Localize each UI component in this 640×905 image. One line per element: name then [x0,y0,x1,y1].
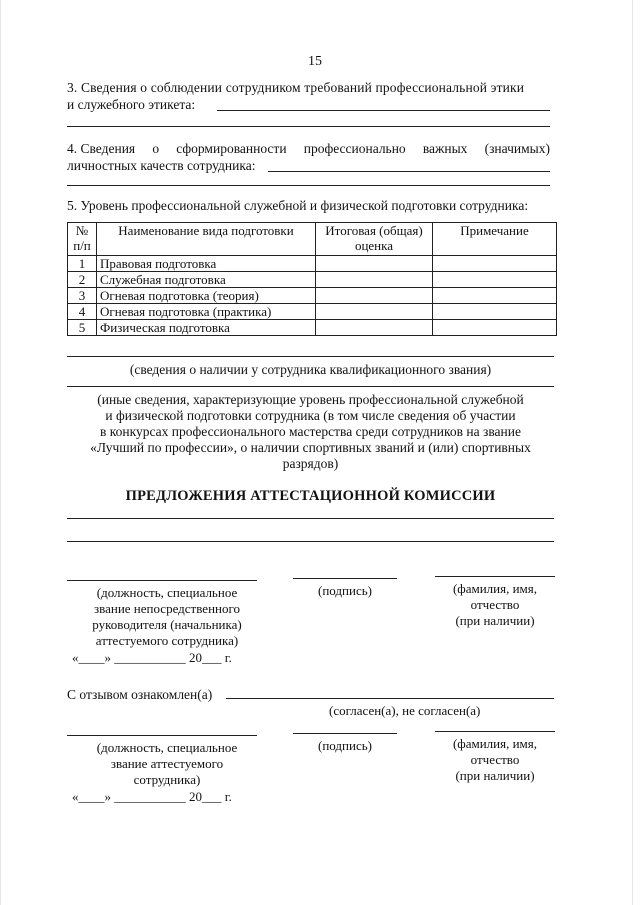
qualification-caption: (сведения о наличии у сотрудника квалификационного звания) [129,362,492,377]
name-caption-1-line: отчество [470,597,520,612]
commission-line-2[interactable] [67,541,554,542]
name-caption-2-line: отчество [470,752,520,767]
page-number: 15 [308,54,322,69]
row-note-cell[interactable] [433,288,557,304]
name-caption-2-line: (фамилия, имя, [452,736,538,751]
row-score-cell[interactable] [316,256,433,272]
header-num: № п/п [68,223,97,256]
row-num: 5 [68,320,97,336]
section4-word-3: сформированности [176,141,287,156]
name-caption-2-line: (при наличии) [455,768,535,783]
other-info-line-4: «Лучший по профессии», о наличии спортивных званий и (или) спортивных [90,440,531,455]
row-score-cell[interactable] [316,304,433,320]
row-name: Служебная подготовка [97,272,316,288]
date-line-1[interactable]: «____» ___________ 20___ г. [72,650,232,665]
header-name: Наименование вида подготовки [97,223,316,256]
section4-word-2: о [152,141,160,156]
position-caption-2-line: (должность, специальное [96,740,238,755]
position-caption-2 [67,740,267,788]
row-score-cell[interactable] [316,288,433,304]
signature-line-2[interactable] [293,733,397,734]
section4-word-5: важных [422,141,468,156]
signature-caption-2: (подпись) [318,738,372,753]
review-label: С отзывом ознакомлен(а) [67,687,213,702]
review-caption: (согласен(а), не согласен(а) [329,703,481,718]
position-caption-1-line: руководителя (начальника) [92,617,242,632]
row-note-cell[interactable] [433,272,557,288]
other-info-caption [67,392,554,472]
table-header-row [68,223,557,256]
row-score-cell[interactable] [316,272,433,288]
position-caption-1-line: аттестуемого сотрудника) [95,633,239,648]
name-caption-2 [435,736,555,784]
row-score-cell[interactable] [316,320,433,336]
header-score: Итоговая (общая) оценка [316,223,433,256]
review-line[interactable] [226,698,554,699]
table-row [68,320,557,336]
other-info-line-2: и физической подготовки сотрудника (в том числе сведения об участии [105,408,516,423]
position-line-1[interactable] [67,580,257,581]
section5-title: 5. Уровень профессиональной служебной и физической подготовки сотрудника: [67,198,529,213]
position-caption-1-line: (должность, специальное [96,585,238,600]
table-row [68,288,557,304]
other-info-line[interactable] [67,386,554,387]
qualification-line[interactable] [67,356,554,357]
scan-edge-left [0,0,1,905]
row-note-cell[interactable] [433,320,557,336]
row-num: 3 [68,288,97,304]
commission-heading: ПРЕДЛОЖЕНИЯ АТТЕСТАЦИОННОЙ КОМИССИИ [125,488,496,504]
row-name: Физическая подготовка [97,320,316,336]
position-caption-1-line: звание непосредственного [93,601,240,616]
commission-line-1[interactable] [67,518,554,519]
training-table [67,222,557,336]
signature-line-1[interactable] [293,578,397,579]
scan-edge-right [632,0,633,905]
header-note: Примечание [433,223,557,256]
row-num: 1 [68,256,97,272]
row-num: 2 [68,272,97,288]
position-caption-2-line: сотрудника) [133,772,201,787]
row-name: Правовая подготовка [97,256,316,272]
section4-line1 [67,141,550,157]
table-row [68,256,557,272]
section3-line1 [67,80,550,96]
row-note-cell[interactable] [433,256,557,272]
date-line-2[interactable]: «____» ___________ 20___ г. [72,789,232,804]
name-caption-1-line: (при наличии) [455,613,535,628]
section3-line1-text: 3. Сведения о соблюдении сотрудником требований профессиональной этики [67,80,525,95]
other-info-line-5: разрядов) [282,456,339,471]
name-caption-1-line: (фамилия, имя, [452,581,538,596]
table-row [68,304,557,320]
position-caption-1 [67,585,267,649]
row-name: Огневая подготовка (теория) [97,288,316,304]
section4-answer-line[interactable] [268,171,550,172]
row-name: Огневая подготовка (практика) [97,304,316,320]
section4-line2: личностных качеств сотрудника: [67,158,256,173]
table-row [68,272,557,288]
name-line-2[interactable] [435,731,555,732]
section4-word-1: 4. Сведения [67,141,136,156]
section4-word-4: профессионально [303,141,406,156]
row-num: 4 [68,304,97,320]
section4-answer-line-2[interactable] [67,185,550,186]
section3-answer-line-2[interactable] [67,126,550,127]
section4-word-6: (значимых) [484,141,550,156]
name-line-1[interactable] [435,576,555,577]
row-note-cell[interactable] [433,304,557,320]
section3-answer-line[interactable] [217,110,550,111]
other-info-line-1: (иные сведения, характеризующие уровень профессиональной служебной [97,392,524,407]
section3-line2: и служебного этикета: [67,97,196,112]
position-line-2[interactable] [67,735,257,736]
other-info-line-3: в конкурсах профессионального мастерства среди сотрудников на звание [100,424,521,439]
name-caption-1 [435,581,555,629]
position-caption-2-line: звание аттестуемого [110,756,224,771]
signature-caption-1: (подпись) [318,583,372,598]
